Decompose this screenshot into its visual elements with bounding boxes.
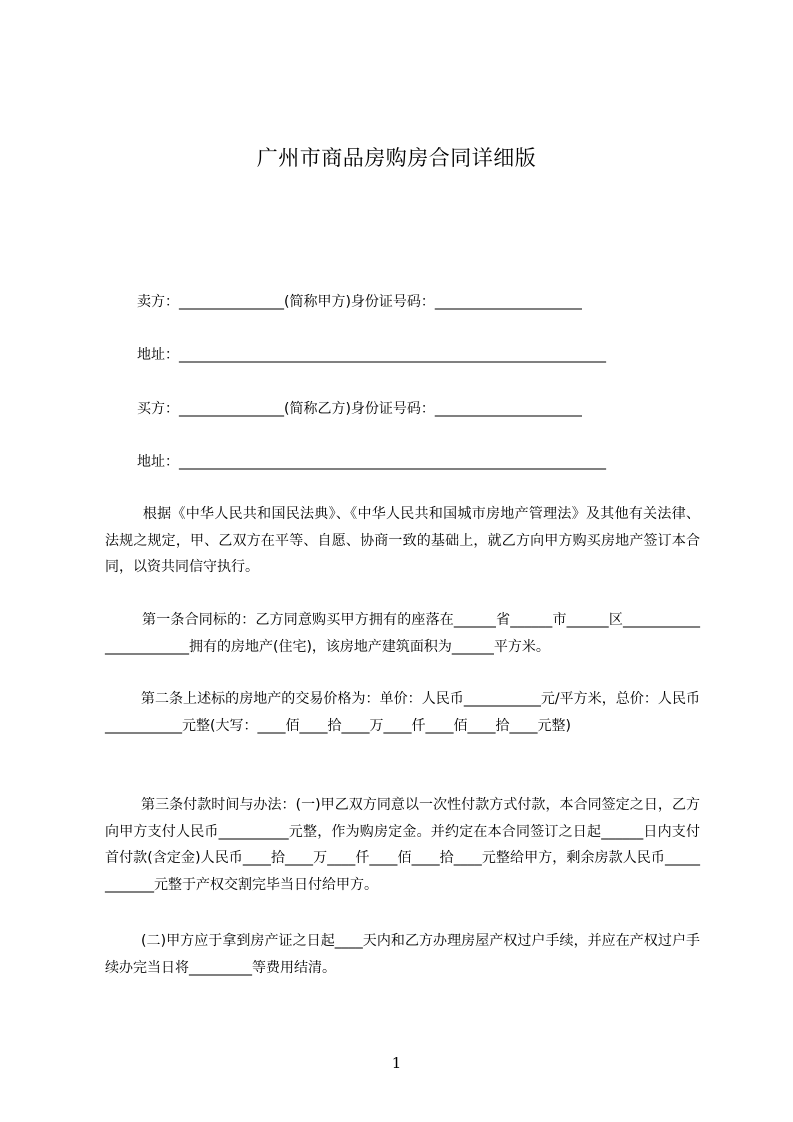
preamble-paragraph: 根据《中华人民共和国民法典》、《中华人民共和国城市房地产管理法》及其他有关法律、法规之规定，甲、乙双方在平等、自愿、协商一致的基础上，就乙方向甲方购买房地产签订本合同，以资共同信守执行。: [105, 506, 700, 575]
article-1-paragraph: 第一条合同标的：乙方同意购买甲方拥有的座落在______省______市______区_______________________拥有的房地产(住宅)，该房地产建筑面积为______平方米。: [105, 612, 701, 655]
article-3-paragraph: 第三条付款时间与办法：(一)甲乙双方同意以一次性付款方式付款，本合同签定之日，乙方向甲方支付人民币__________元整，作为购房定金。并约定在本合同签订之日起______日内支付首付款(含定金)人民币____拾____万____仟____佰____拾____元整给甲方，剩余房款人民币____________元整于产权交割完毕当日付给甲方。: [105, 797, 700, 893]
article-2-paragraph: 第二条上述标的房地产的交易价格为：单价：人民币___________元/平方米，总价：人民币___________元整(大写：____佰____拾____万____仟____佰____拾____元整): [105, 691, 700, 734]
seller-address-line: 地址：_____________________________________________________________: [137, 347, 606, 363]
seller-line: 卖方：_______________(简称甲方)身份证号码：_____________________: [137, 294, 582, 310]
buyer-line: 买方：_______________(简称乙方)身份证号码：_____________________: [137, 401, 582, 417]
document-title: 广州市商品房购房合同详细版: [256, 146, 537, 170]
buyer-address-line: 地址：_____________________________________________________________: [137, 454, 606, 470]
article-3-clause-2-paragraph: (二)甲方应于拿到房产证之日起____天内和乙方办理房屋产权过户手续，并应在产权过户手续办完当日将_________等费用结清。: [105, 933, 701, 976]
page-number: 1: [391, 1054, 402, 1072]
